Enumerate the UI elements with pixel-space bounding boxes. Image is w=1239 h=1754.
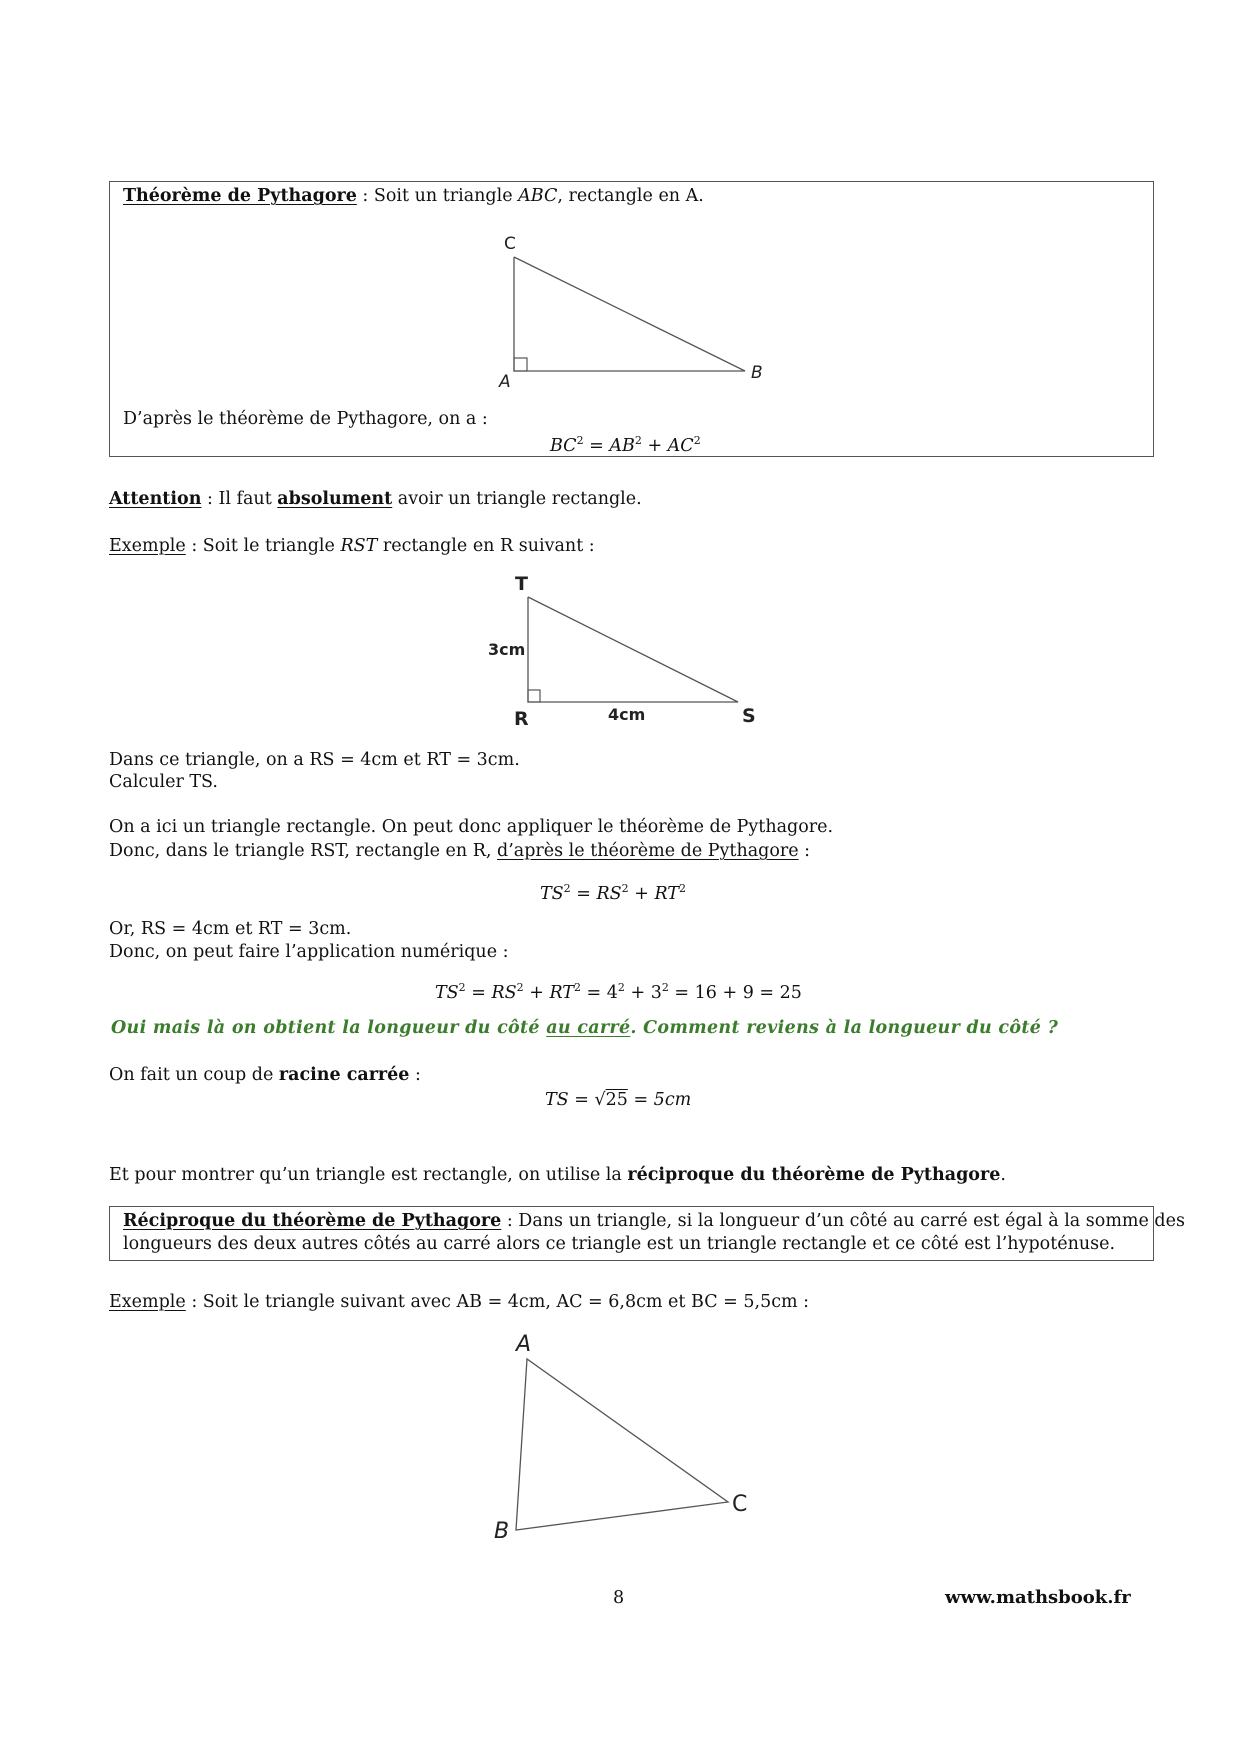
formula-square-root: TS = √25 = 5cm (545, 1090, 692, 1110)
theorem-heading: Théorème de Pythagore : Soit un triangle ABC, rectangle en A. (123, 186, 704, 206)
triangle-abc (514, 257, 745, 371)
example2-label: Exemple (109, 1292, 186, 1312)
example1-reasoning-2: Donc, dans le triangle RST, rectangle en R, d’après le théorème de Pythagore : (109, 841, 811, 861)
triangle-abc-diagram (480, 225, 780, 395)
example1-reasoning: On a ici un triangle rectangle. On peut donc appliquer le théorème de Pythagore. (109, 817, 834, 837)
square-root-line: On fait un coup de racine carrée : (109, 1065, 421, 1085)
example1-application: Donc, on peut faire l’application numérique : (109, 942, 509, 962)
attention-label: Attention (109, 489, 202, 509)
example2-heading: Exemple : Soit le triangle suivant avec AB = 4cm, AC = 6,8cm et BC = 5,5cm : (109, 1292, 810, 1312)
right-angle-mark (514, 358, 527, 371)
formula-numeric: $TS^2 = RS^2 + RT^2 = 4^2 + 3^2 = 16 + 9 = 25$ (435, 981, 802, 1003)
sqrt-symbol: √ (594, 1090, 606, 1110)
reciprocal-text-2: longueurs des deux autres côtés au carré alors ce triangle est un triangle rectangle et ce côté est l’hypoténuse. (123, 1234, 1116, 1254)
example1-heading: Exemple : Soit le triangle RST rectangle en R suivant : (109, 536, 595, 556)
vertex-c-label: C (732, 1492, 748, 1517)
attention-line: Attention : Il faut absolument avoir un triangle rectangle. (109, 489, 642, 509)
formula-ts-squared: $TS^2 = RS^2 + RT^2$ (540, 882, 686, 904)
remark-green: Oui mais là on obtient la longueur du côté au carré. Comment reviens à la longueur du côté ? (111, 1018, 1059, 1038)
example1-question: Calculer TS. (109, 772, 218, 792)
vertex-b-label: B (751, 363, 763, 383)
theorem-result-text: D’après le théorème de Pythagore, on a : (123, 409, 488, 429)
vertex-c-label: C (504, 234, 516, 254)
reciprocal-intro: Et pour montrer qu’un triangle est rectangle, on utilise la réciproque du théorème de Pythagore. (109, 1165, 1006, 1185)
vertex-a-label: A (516, 1332, 532, 1357)
page-number: 8 (613, 1588, 625, 1608)
theorem-title: Théorème de Pythagore (123, 186, 357, 206)
side-rs-label: 4cm (608, 705, 646, 724)
triangle-abc-general-diagram (480, 1325, 780, 1555)
triangle-rst (528, 597, 738, 702)
vertex-r-label: R (514, 708, 529, 730)
reciprocal-text-1: Réciproque du théorème de Pythagore : Dans un triangle, si la longueur d’un côté au carré est égal à la somme des (123, 1211, 1185, 1231)
theorem-formula: $BC^2 = AB^2 + AC^2$ (550, 434, 701, 456)
right-angle-mark (528, 690, 540, 702)
example1-values: Or, RS = 4cm et RT = 3cm. (109, 919, 352, 939)
footer-site: www.mathsbook.fr (945, 1587, 1131, 1608)
vertex-s-label: S (742, 705, 756, 727)
triangle-abc-general (516, 1359, 728, 1530)
example1-label: Exemple (109, 536, 186, 556)
triangle-rst-diagram (480, 570, 780, 730)
vertex-b-label: B (494, 1519, 510, 1544)
vertex-t-label: T (515, 573, 528, 595)
reciprocal-title: Réciproque du théorème de Pythagore (123, 1211, 502, 1231)
side-rt-label: 3cm (488, 640, 526, 659)
vertex-a-label: A (499, 372, 511, 392)
example1-given: Dans ce triangle, on a RS = 4cm et RT = 3cm. (109, 750, 520, 770)
